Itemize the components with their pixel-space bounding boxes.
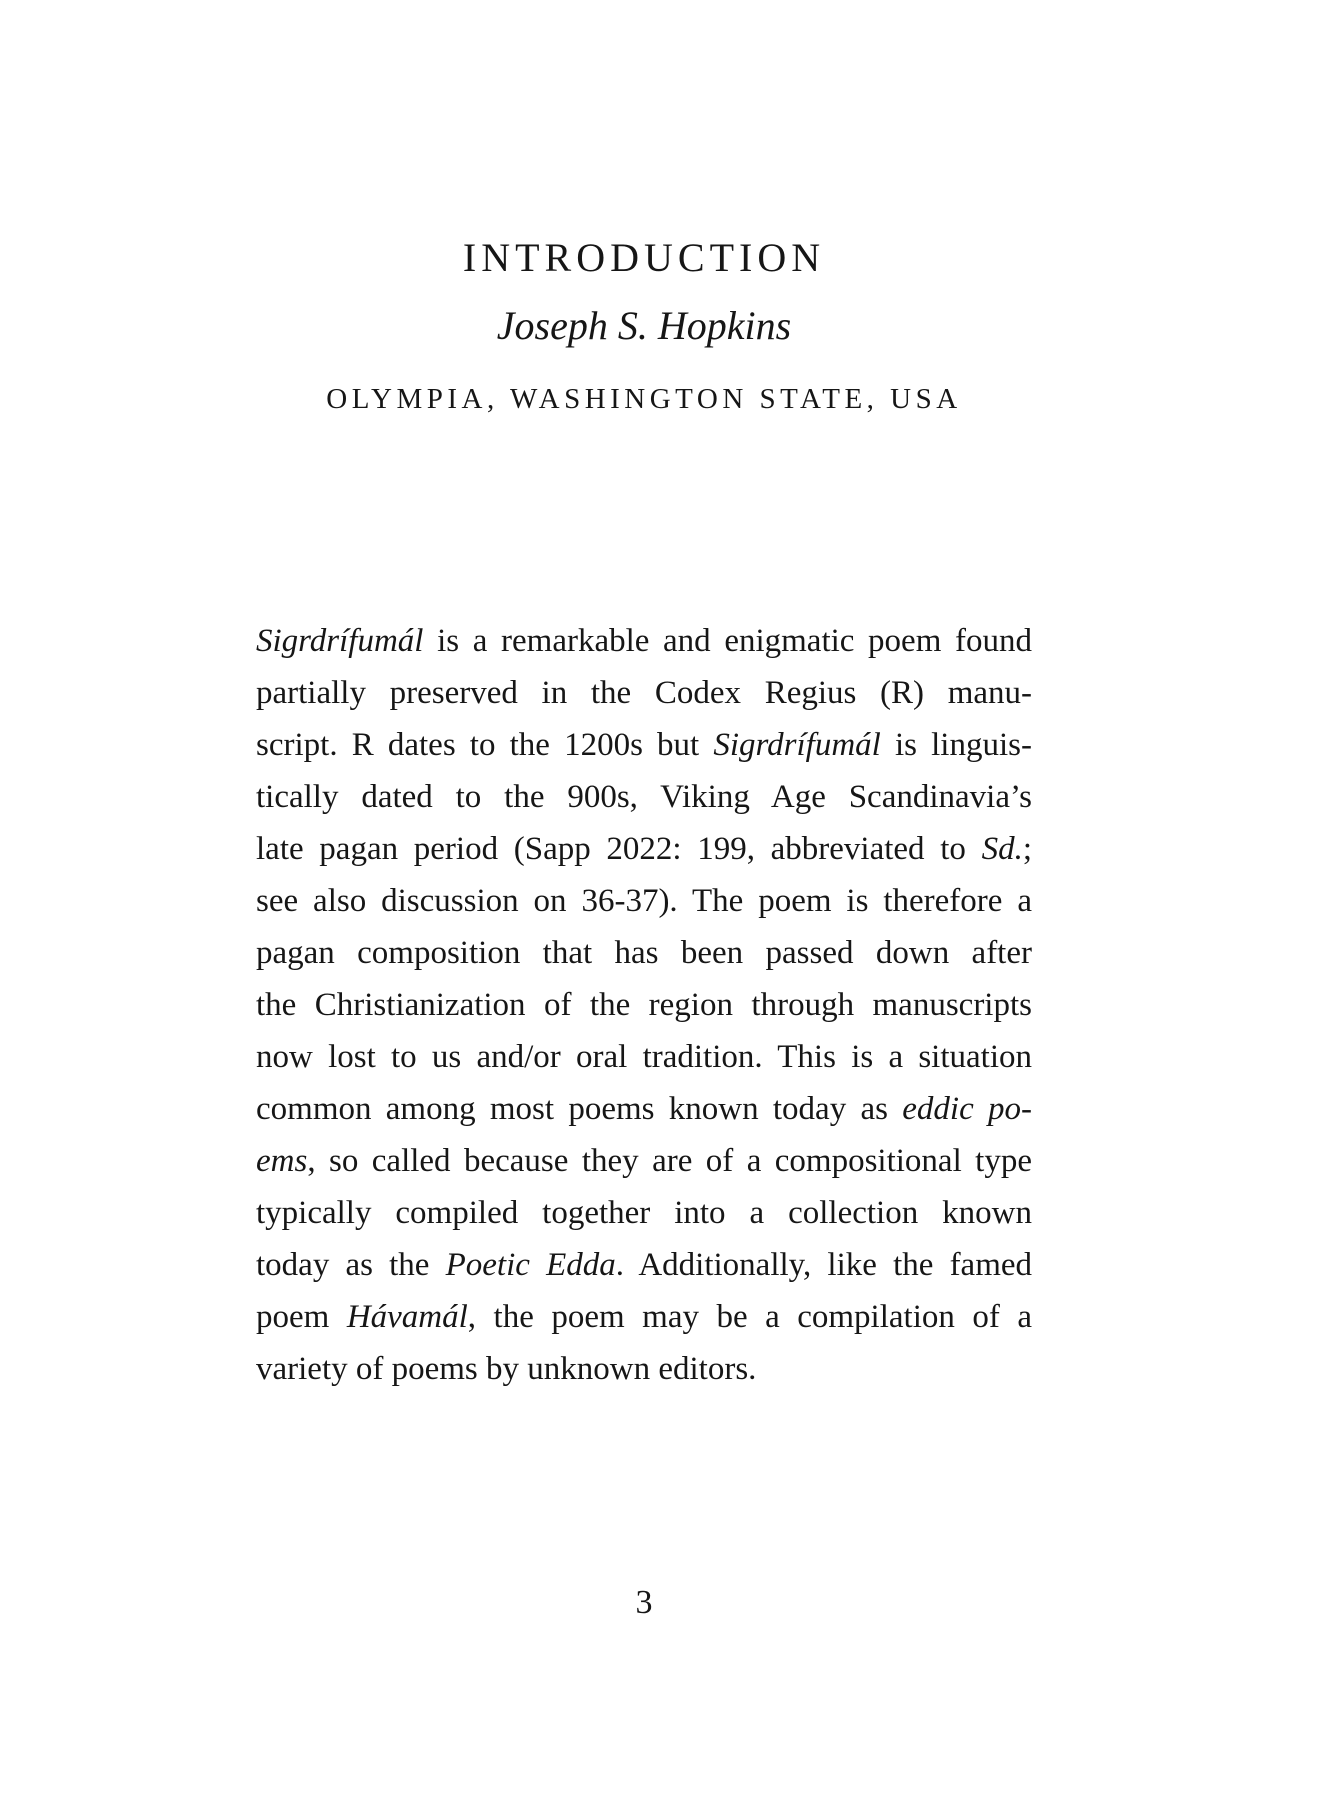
paragraph-line (256, 823, 1032, 875)
paragraph-line (256, 615, 1032, 667)
line-segment: see also discussion on 36-37). The poem is therefore a (256, 883, 1032, 919)
line-segment: late pagan period (Sapp 2022: 199, abbreviated to (256, 831, 982, 867)
paragraph-line (256, 1291, 1032, 1343)
line-segment: now lost to us and/or oral tradition. This is a situation (256, 1039, 1032, 1075)
paragraph-line (256, 1135, 1032, 1187)
line-segment: Poetic Edda (445, 1247, 616, 1283)
author-location: OLYMPIA, WASHINGTON STATE, USA (326, 383, 962, 415)
body-paragraph (256, 615, 1032, 1395)
line-segment: the Christianization of the region through manuscripts (256, 987, 1032, 1023)
paragraph-line (256, 1239, 1032, 1291)
paragraph-line (256, 1343, 1032, 1395)
line-segment: poem (256, 1299, 347, 1335)
paragraph-line (256, 719, 1032, 771)
line-segment: is linguis- (880, 727, 1032, 763)
paragraph-line (256, 927, 1032, 979)
paragraph-line (256, 667, 1032, 719)
author-name: Joseph S. Hopkins (496, 303, 792, 348)
line-segment: . Additionally, like the famed (615, 1247, 1032, 1283)
line-segment: Sigrdrífumál (256, 623, 424, 659)
line-segment: today as the (256, 1247, 446, 1283)
line-segment: is a remarkable and enigmatic poem found (423, 623, 1032, 659)
paragraph-line (256, 1187, 1032, 1239)
line-segment: , so called because they are of a compositional type (307, 1143, 1032, 1179)
line-segment: Sd. (981, 831, 1023, 867)
line-segment: Sigrdrífumál (713, 727, 881, 763)
line-segment: Hávamál (346, 1299, 468, 1335)
line-segment: tically dated to the 900s, Viking Age Scandinavia’s (256, 779, 1032, 815)
paragraph-line (256, 1031, 1032, 1083)
paragraph-line (256, 875, 1032, 927)
line-segment: typically compiled together into a collection known (256, 1195, 1032, 1231)
paragraph-line (256, 979, 1032, 1031)
line-segment: eddic po- (902, 1091, 1032, 1127)
line-segment: , the poem may be a compilation of a (467, 1299, 1032, 1335)
page-number: 3 (635, 1584, 653, 1621)
line-segment: variety of poems by unknown editors. (256, 1351, 757, 1387)
paragraph-line (256, 1083, 1032, 1135)
page-title: INTRODUCTION (462, 235, 826, 280)
line-segment: partially preserved in the Codex Regius (R) manu- (256, 675, 1032, 711)
line-segment: script. R dates to the 1200s but (256, 727, 714, 763)
line-segment: pagan composition that has been passed down after (256, 935, 1032, 971)
line-segment: ems (256, 1143, 308, 1179)
line-segment: common among most poems known today as (256, 1091, 903, 1127)
line-segment: ; (1022, 831, 1032, 867)
paragraph-line (256, 771, 1032, 823)
